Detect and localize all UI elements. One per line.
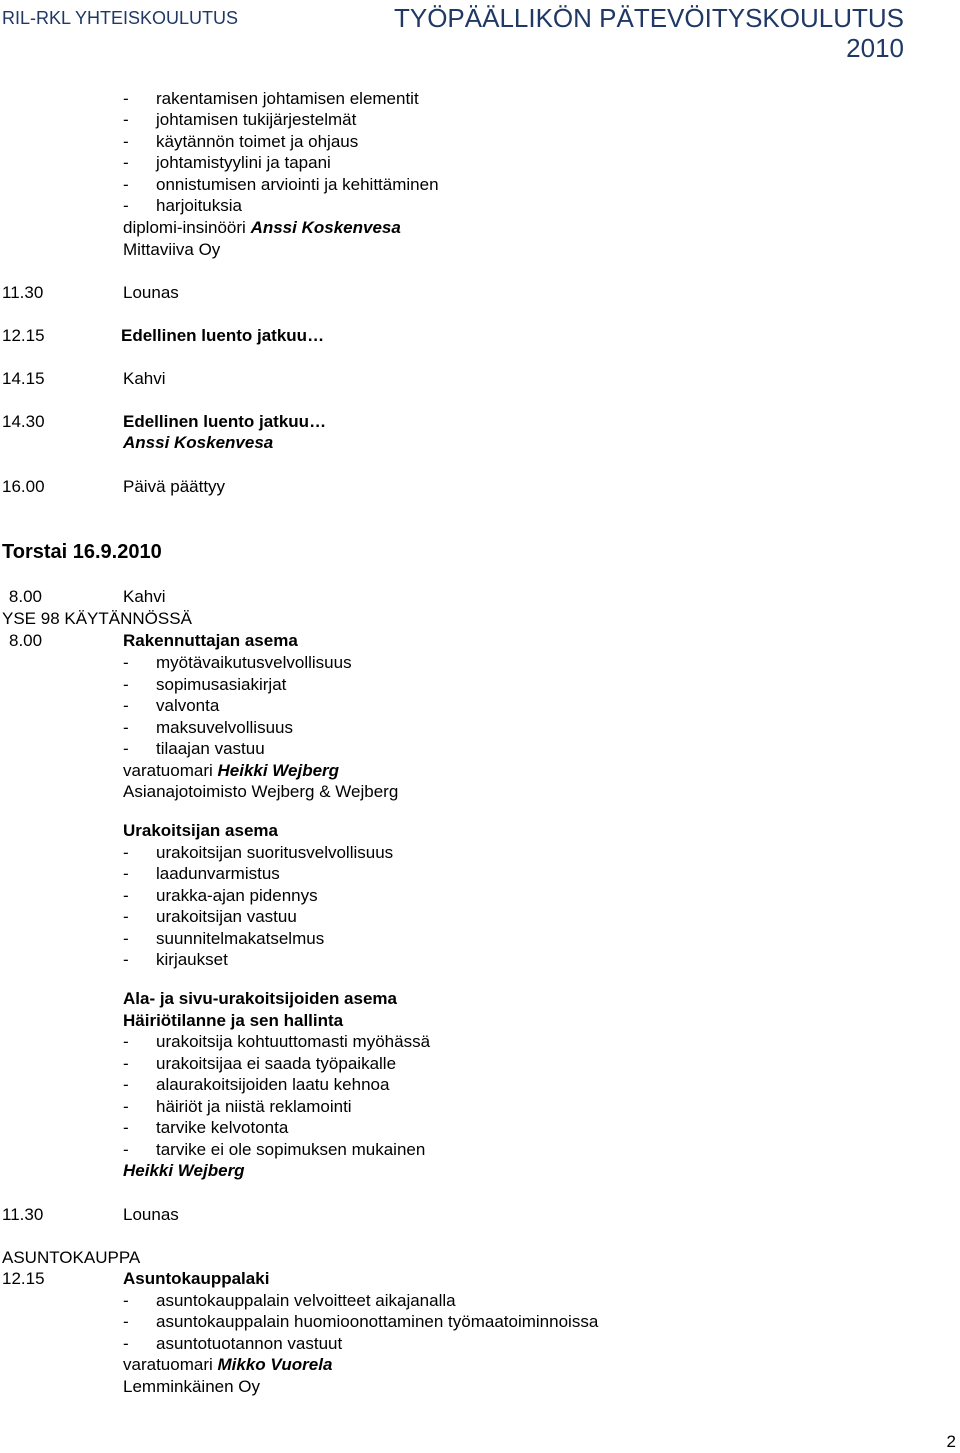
speaker-line: varatuomari Mikko Vuorela — [123, 1355, 333, 1374]
header-year: 2010 — [846, 33, 904, 63]
schedule-title: Kahvi — [123, 587, 166, 606]
schedule-time: 14.15 — [2, 369, 45, 388]
speaker-org: Asianajotoimisto Wejberg & Wejberg — [123, 782, 399, 801]
schedule-time: 12.15 — [2, 1269, 45, 1288]
schedule-title: Lounas — [123, 1205, 179, 1224]
schedule-time: 14.30 — [2, 412, 45, 431]
schedule-time: 8.00 — [9, 631, 43, 650]
day-heading: Torstai 16.9.2010 — [2, 541, 162, 563]
speaker-name: Anssi Koskenvesa — [123, 433, 274, 452]
speaker-org: Mittaviiva Oy — [123, 240, 221, 259]
section-heading: YSE 98 KÄYTÄNNÖSSÄ — [2, 609, 192, 628]
speaker-org: Lemminkäinen Oy — [123, 1377, 261, 1396]
schedule-time: 16.00 — [2, 477, 45, 496]
schedule-title: Kahvi — [123, 369, 166, 388]
topic-title: Ala- ja sivu-urakoitsijoiden asema — [123, 989, 397, 1008]
schedule-title: Lounas — [123, 283, 179, 302]
schedule-time: 12.15 — [2, 326, 45, 345]
schedule-time: 8.00 — [8, 587, 42, 606]
schedule-time: 11.30 — [2, 283, 44, 302]
section-heading: ASUNTOKAUPPA — [2, 1248, 141, 1267]
page-number: 2 — [946, 1432, 956, 1451]
topic-title: Asuntokauppalaki — [123, 1269, 270, 1288]
schedule-time: 11.30 — [2, 1205, 44, 1224]
header-course-name: TYÖPÄÄLLIKÖN PÄTEVÖITYSKOULUTUS — [393, 3, 904, 33]
topic-title: Rakennuttajan asema — [123, 631, 298, 650]
schedule-title: Edellinen luento jatkuu… — [121, 326, 325, 345]
header-left-title: RIL-RKL YHTEISKOULUTUS — [2, 8, 239, 28]
speaker-name: Mikko Vuorela — [217, 1355, 333, 1374]
speaker-line: varatuomari Heikki Wejberg — [123, 761, 340, 780]
topic-title: Urakoitsijan asema — [123, 821, 278, 840]
speaker-line: diplomi-insinööri Anssi Koskenvesa — [123, 218, 401, 237]
schedule-title: Päivä päättyy — [123, 477, 226, 496]
topic-title: Häiriötilanne ja sen hallinta — [123, 1011, 344, 1030]
speaker-name: Heikki Wejberg — [217, 761, 340, 780]
speaker-name: Heikki Wejberg — [123, 1161, 245, 1180]
speaker-name: Anssi Koskenvesa — [250, 218, 401, 237]
header-right-title — [394, 3, 904, 63]
schedule-title: Edellinen luento jatkuu… — [123, 412, 327, 431]
